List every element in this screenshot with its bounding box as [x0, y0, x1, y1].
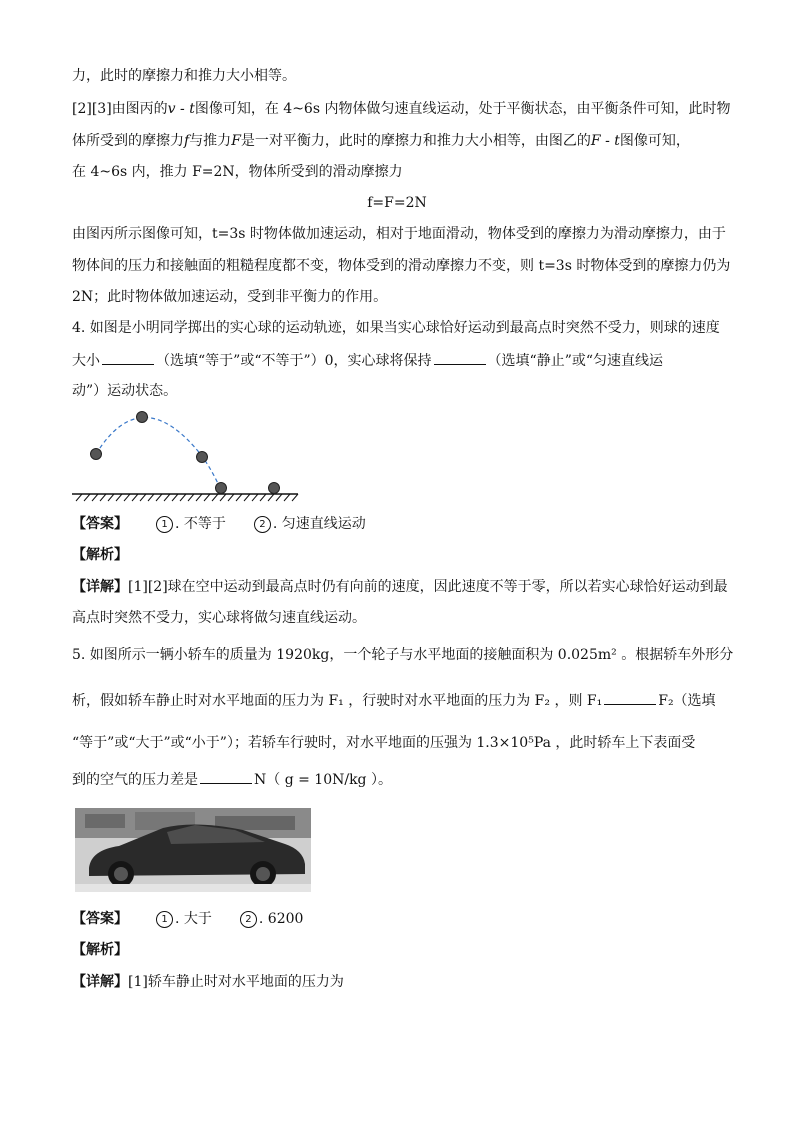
ball-icon [216, 483, 227, 494]
answer-blank [604, 690, 656, 705]
question-4-text: 4. 如图是小明同学掷出的实心球的运动轨迹，如果当实心球恰好运动到最高点时突然不受力，则球的速度 [72, 320, 720, 336]
answer-line [72, 514, 732, 534]
answer-value: . 匀速直线运动 [272, 516, 366, 532]
text-line [72, 131, 732, 151]
text-span: 大小 [72, 353, 100, 369]
circled-number: 2 [254, 516, 271, 533]
text-line: 物体间的压力和接触面的粗糙程度都不变，物体受到的滑动摩擦力不变，则 t=3s 时物体受到的摩擦力仍为 [72, 258, 731, 274]
vt-graph-label: v - t [167, 101, 195, 117]
text-span: [2][3]由图丙的 [72, 101, 168, 117]
answer-label: 【答案】 [72, 911, 128, 927]
text-line: 在 4~6s 内，推力 F=2N，物体所受到的滑动摩擦力 [72, 164, 403, 180]
text-span: N（ g = 10N/kg ）。 [254, 772, 392, 788]
ball-icon [137, 412, 148, 423]
formula: f=F=2N [367, 195, 427, 211]
analysis-label: 【解析】 [72, 942, 128, 958]
answer-value: . 大于 [175, 911, 212, 927]
detail-line: 高点时突然不受力，实心球将做匀速直线运动。 [72, 610, 366, 626]
text-line: 力，此时的摩擦力和推力大小相等。 [72, 68, 296, 84]
question-5-text [72, 690, 732, 711]
answer-label: 【答案】 [72, 516, 128, 532]
ball-icon [197, 452, 208, 463]
text-span: （选填“等于”或“不等于”）0，实心球将保持 [156, 353, 432, 369]
symbol-F: F [231, 133, 241, 149]
answer-value: . 6200 [258, 911, 304, 927]
question-4-text [72, 350, 732, 371]
circled-number: 2 [240, 911, 257, 928]
ball-icon [91, 449, 102, 460]
answer-line [72, 909, 732, 929]
text-span: （选填“静止”或“匀速直线运 [487, 353, 664, 369]
car-photo [75, 808, 311, 892]
question-5-text: “等于”或“大于”或“小于”）；若轿车行驶时，对水平地面的压强为 1.3×10⁵Pa ，此时轿车上下表面受 [72, 735, 696, 751]
text-span: 析，假如轿车静止时对水平地面的压力为 F₁ ，行驶时对水平地面的压力为 F₂ ，则 F₁ [72, 693, 603, 709]
symbol-f: f [184, 133, 190, 149]
detail-line [72, 972, 732, 992]
text-line: 由图丙所示图像可知，t=3s 时物体做加速运动，相对于地面滑动，物体受到的摩擦力为滑动摩擦力，由于 [72, 226, 726, 242]
ground-hatch [72, 494, 298, 501]
detail-label: 【详解】 [72, 974, 128, 990]
answer-blank [102, 350, 154, 365]
text-span: 图像可知， [619, 133, 690, 149]
analysis-label: 【解析】 [72, 547, 128, 563]
text-span: [1][2]球在空中运动到最高点时仍有向前的速度，因此速度不等于零，所以若实心球恰好运动到最 [128, 579, 728, 595]
question-4-text: 动”）运动状态。 [72, 383, 178, 399]
ball-icon [269, 483, 280, 494]
text-line: 2N；此时物体做加速运动，受到非平衡力的作用。 [72, 289, 388, 305]
text-span: 到的空气的压力差是 [72, 772, 198, 788]
question-5-text: 5. 如图所示一辆小轿车的质量为 1920kg，一个轮子与水平地面的接触面积为 0.025m² 。根据轿车外形分 [72, 647, 734, 663]
ft-graph-label: F - t [590, 133, 620, 149]
text-span: 体所受到的摩擦力 [72, 133, 184, 149]
answer-blank [200, 769, 252, 784]
detail-label: 【详解】 [72, 579, 128, 595]
question-5-text [72, 769, 732, 790]
ball-trajectory-figure [70, 400, 310, 505]
answer-value: . 不等于 [175, 516, 226, 532]
text-span: 是一对平衡力，此时的摩擦力和推力大小相等，由图乙的 [240, 133, 591, 149]
text-span: 与推力 [189, 133, 232, 149]
text-span: F₂（选填 [658, 693, 716, 709]
car-icon [75, 808, 311, 892]
circled-number: 1 [156, 516, 173, 533]
text-span: [1]轿车静止时对水平地面的压力为 [128, 974, 344, 990]
text-line [72, 99, 732, 119]
detail-line [72, 577, 732, 597]
circled-number: 1 [156, 911, 173, 928]
answer-blank [434, 350, 486, 365]
text-span: 图像可知，在 4~6s 内物体做匀速直线运动，处于平衡状态，由平衡条件可知，此时物 [194, 101, 731, 117]
